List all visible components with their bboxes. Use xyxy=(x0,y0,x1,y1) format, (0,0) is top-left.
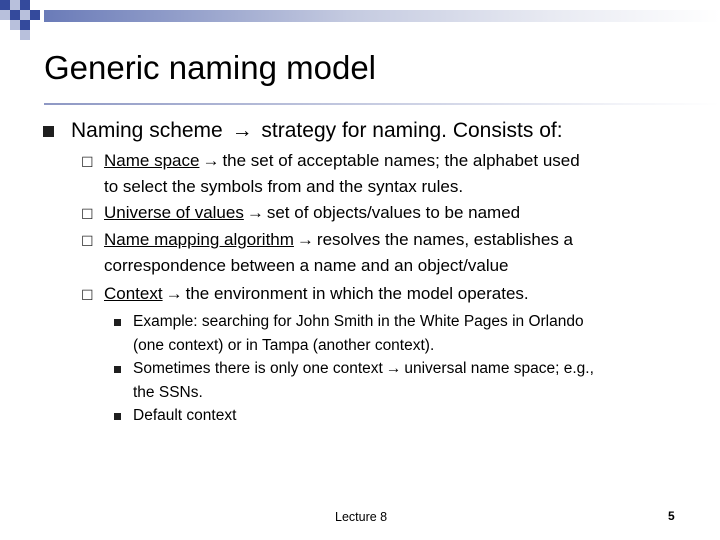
term-universe-of-values: Universe of values xyxy=(104,203,244,222)
footer-text: Lecture 8 xyxy=(335,510,388,524)
decor-square xyxy=(30,10,40,20)
checkbox-bullet-icon: ☐ xyxy=(81,206,94,222)
item-line1: the set of acceptable names; the alphabet used xyxy=(222,151,580,170)
checkbox-bullet-icon: ☐ xyxy=(81,233,94,249)
decor-square xyxy=(10,20,20,30)
sub-item-line2: the SSNs. xyxy=(133,383,203,401)
sub-item-line2: (one context) or in Tampa (another context). xyxy=(133,336,435,354)
decor-square xyxy=(20,30,30,40)
level1-text-before: Naming scheme xyxy=(71,119,223,142)
item-line2: correspondence between a name and an object/value xyxy=(104,256,509,275)
small-square-bullet-icon xyxy=(114,366,121,373)
slide-title: Generic naming model xyxy=(44,49,376,86)
right-arrow-icon: → xyxy=(385,360,402,377)
sub-item-default-context xyxy=(133,404,693,428)
sub-item-example xyxy=(133,310,693,357)
list-item-name-mapping-algorithm xyxy=(104,227,684,279)
decor-square xyxy=(20,20,30,30)
right-arrow-icon: → xyxy=(165,284,183,303)
term-context: Context xyxy=(104,284,163,303)
header-gradient-bar xyxy=(44,10,720,22)
list-item-name-space xyxy=(104,148,684,200)
title-divider xyxy=(44,103,720,105)
list-item-context xyxy=(104,281,684,307)
item-line1: resolves the names, establishes a xyxy=(316,230,574,249)
decor-square xyxy=(10,10,20,20)
sub-item-one-context xyxy=(133,357,693,404)
sub-item-line1-before: Sometimes there is only one context xyxy=(133,360,383,377)
right-arrow-icon: → xyxy=(231,119,253,142)
term-name-space: Name space xyxy=(104,151,200,170)
sub-item-line1: Example: searching for John Smith in the White Pages in Orlando xyxy=(133,313,584,330)
small-square-bullet-icon xyxy=(114,413,121,420)
checkbox-bullet-icon: ☐ xyxy=(81,287,94,303)
item-line1: the environment in which the model operates. xyxy=(185,284,529,303)
right-arrow-icon: → xyxy=(202,151,220,170)
decor-square xyxy=(10,0,20,10)
item-line1: set of objects/values to be named xyxy=(266,203,521,222)
sub-item-line1-after: universal name space; e.g., xyxy=(404,360,594,377)
level1-bullet-text xyxy=(71,117,563,145)
decor-square xyxy=(20,10,30,20)
page-number: 5 xyxy=(668,509,675,523)
list-item-universe-of-values xyxy=(104,200,684,226)
decor-square xyxy=(0,0,10,10)
term-name-mapping-algorithm: Name mapping algorithm xyxy=(104,230,294,249)
right-arrow-icon: → xyxy=(246,203,264,222)
checkbox-bullet-icon: ☐ xyxy=(81,154,94,170)
sub-item-line1: Default context xyxy=(133,407,237,424)
decor-square xyxy=(20,0,30,10)
square-bullet-icon xyxy=(43,126,54,137)
right-arrow-icon: → xyxy=(296,230,314,249)
item-line2: to select the symbols from and the syntax rules. xyxy=(104,177,464,196)
small-square-bullet-icon xyxy=(114,319,121,326)
level1-text-after: strategy for naming. Consists of: xyxy=(261,119,563,142)
decor-square xyxy=(0,10,10,20)
